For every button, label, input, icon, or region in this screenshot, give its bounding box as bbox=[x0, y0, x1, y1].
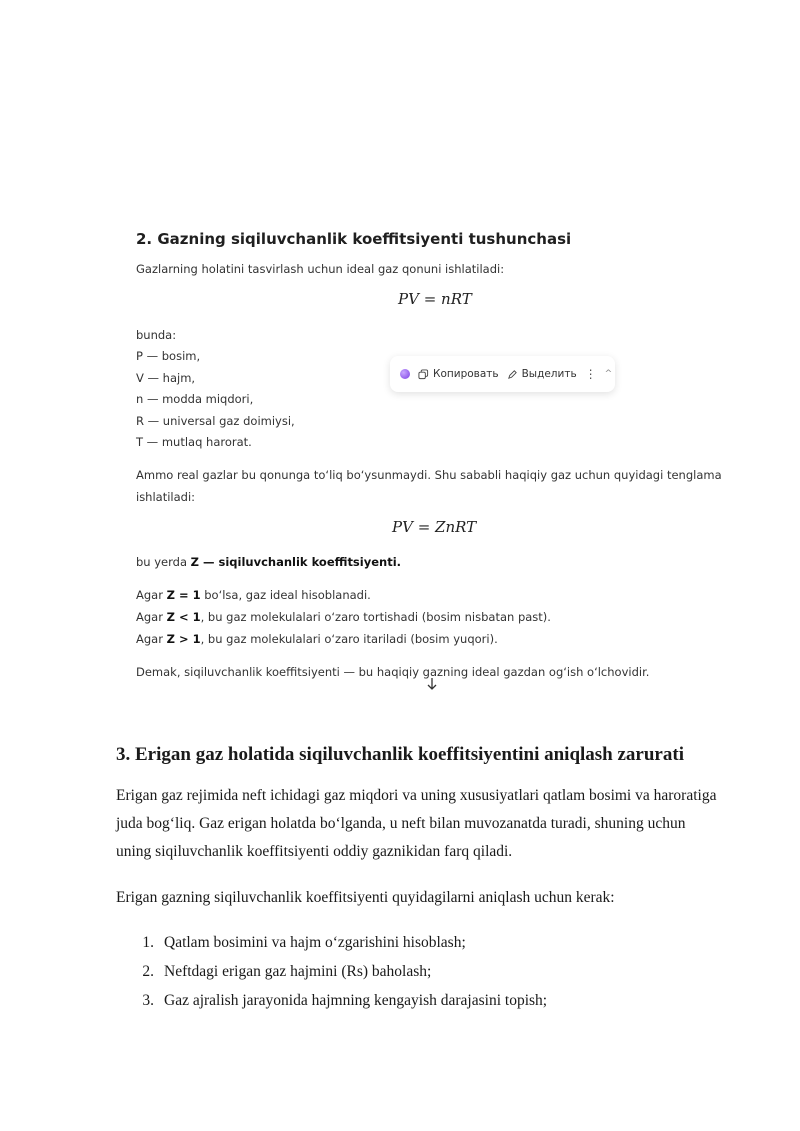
case-item bbox=[136, 632, 498, 646]
copy-label: Копировать bbox=[433, 368, 499, 380]
copy-button[interactable] bbox=[418, 368, 499, 380]
case-item bbox=[136, 588, 371, 602]
paragraph-line: Erigan gaz rejimida neft ichidagi gaz miqdori va uning xususiyatlari qatlam bosimi va haroratiga bbox=[116, 787, 717, 804]
section3-list bbox=[116, 928, 756, 1015]
select-label: Выделить bbox=[521, 368, 577, 380]
select-button[interactable] bbox=[507, 368, 577, 380]
z-prefix: bu yerda bbox=[136, 555, 191, 569]
real-gas-line1: Ammo real gazlar bu qonunga to‘liq bo‘ysunmaydi. Shu sababli haqiqiy gaz uchun quyidagi tenglama bbox=[136, 468, 722, 482]
case-pre: Agar bbox=[136, 588, 167, 602]
case-bold: Z = 1 bbox=[166, 588, 201, 602]
case-bold: Z < 1 bbox=[166, 610, 201, 624]
case-post: , bu gaz molekulalari o‘zaro tortishadi (bosim nisbatan past). bbox=[200, 610, 551, 624]
selection-toolbar bbox=[390, 356, 615, 392]
case-bold: Z > 1 bbox=[166, 632, 201, 646]
z-definition bbox=[136, 555, 401, 569]
list-number: 1. bbox=[142, 934, 154, 951]
z-bold: Z — siqiluvchanlik koeffitsiyenti. bbox=[190, 555, 402, 569]
case-post: bo‘lsa, gaz ideal hisoblanadi. bbox=[200, 588, 371, 602]
def-item: T — mutlaq harorat. bbox=[136, 435, 252, 449]
section3-paragraph1 bbox=[116, 782, 756, 866]
section2-conclusion: Demak, siqiluvchanlik koeffitsiyenti — bu haqiqiy gazning ideal gazdan og‘ish o‘lchovidir. bbox=[136, 665, 650, 679]
collapse-chevron-icon[interactable]: ^ bbox=[604, 369, 613, 379]
list-item bbox=[116, 986, 756, 1015]
formula-ideal-gas: PV = nRT bbox=[398, 290, 472, 308]
case-post: , bu gaz molekulalari o‘zaro itariladi (bosim yuqori). bbox=[200, 632, 498, 646]
section3 bbox=[116, 744, 756, 766]
real-gas-line2: ishlatiladi: bbox=[136, 490, 196, 504]
section2-intro: Gazlarning holatini tasvirlash uchun ideal gaz qonuni ishlatiladi: bbox=[136, 262, 505, 276]
section2-heading: 2. Gazning siqiluvchanlik koeffitsiyenti tushunchasi bbox=[136, 230, 572, 248]
list-text: Neftdagi erigan gaz hajmini (Rs) baholash; bbox=[164, 963, 432, 980]
case-pre: Agar bbox=[136, 632, 167, 646]
formula-real-gas: PV = ZnRT bbox=[392, 518, 477, 536]
list-number: 2. bbox=[142, 963, 154, 980]
list-item bbox=[116, 957, 756, 986]
paragraph-line: Erigan gazning siqiluvchanlik koeffitsiyenti quyidagilarni aniqlash uchun kerak: bbox=[116, 889, 615, 906]
bunda-label: bunda: bbox=[136, 328, 177, 342]
paragraph-line: uning siqiluvchanlik koeffitsiyenti oddiy gaznikidan farq qiladi. bbox=[116, 843, 513, 860]
list-text: Gaz ajralish jarayonida hajmning kengayish darajasini topish; bbox=[164, 992, 548, 1009]
more-options-icon[interactable]: ⋮ bbox=[584, 367, 597, 381]
case-item bbox=[136, 610, 551, 624]
section3-paragraph2 bbox=[116, 884, 756, 912]
highlight-icon bbox=[507, 369, 518, 380]
list-text: Qatlam bosimini va hajm o‘zgarishini hisoblash; bbox=[164, 934, 466, 951]
assistant-logo-icon[interactable] bbox=[400, 369, 410, 379]
scroll-down-arrow-icon[interactable] bbox=[426, 677, 438, 691]
def-item: V — hajm, bbox=[136, 371, 196, 385]
list-item bbox=[116, 928, 756, 957]
section3-heading: 3. Erigan gaz holatida siqiluvchanlik koeffitsiyentini aniqlash zarurati bbox=[116, 744, 684, 765]
def-item: P — bosim, bbox=[136, 349, 201, 363]
case-pre: Agar bbox=[136, 610, 167, 624]
def-item: R — universal gaz doimiysi, bbox=[136, 414, 295, 428]
copy-icon bbox=[418, 369, 429, 380]
def-item: n — modda miqdori, bbox=[136, 392, 254, 406]
paragraph-line: juda bog‘liq. Gaz erigan holatda bo‘lganda, u neft bilan muvozanatda turadi, shuning uchun bbox=[116, 815, 686, 832]
list-number: 3. bbox=[142, 992, 154, 1009]
